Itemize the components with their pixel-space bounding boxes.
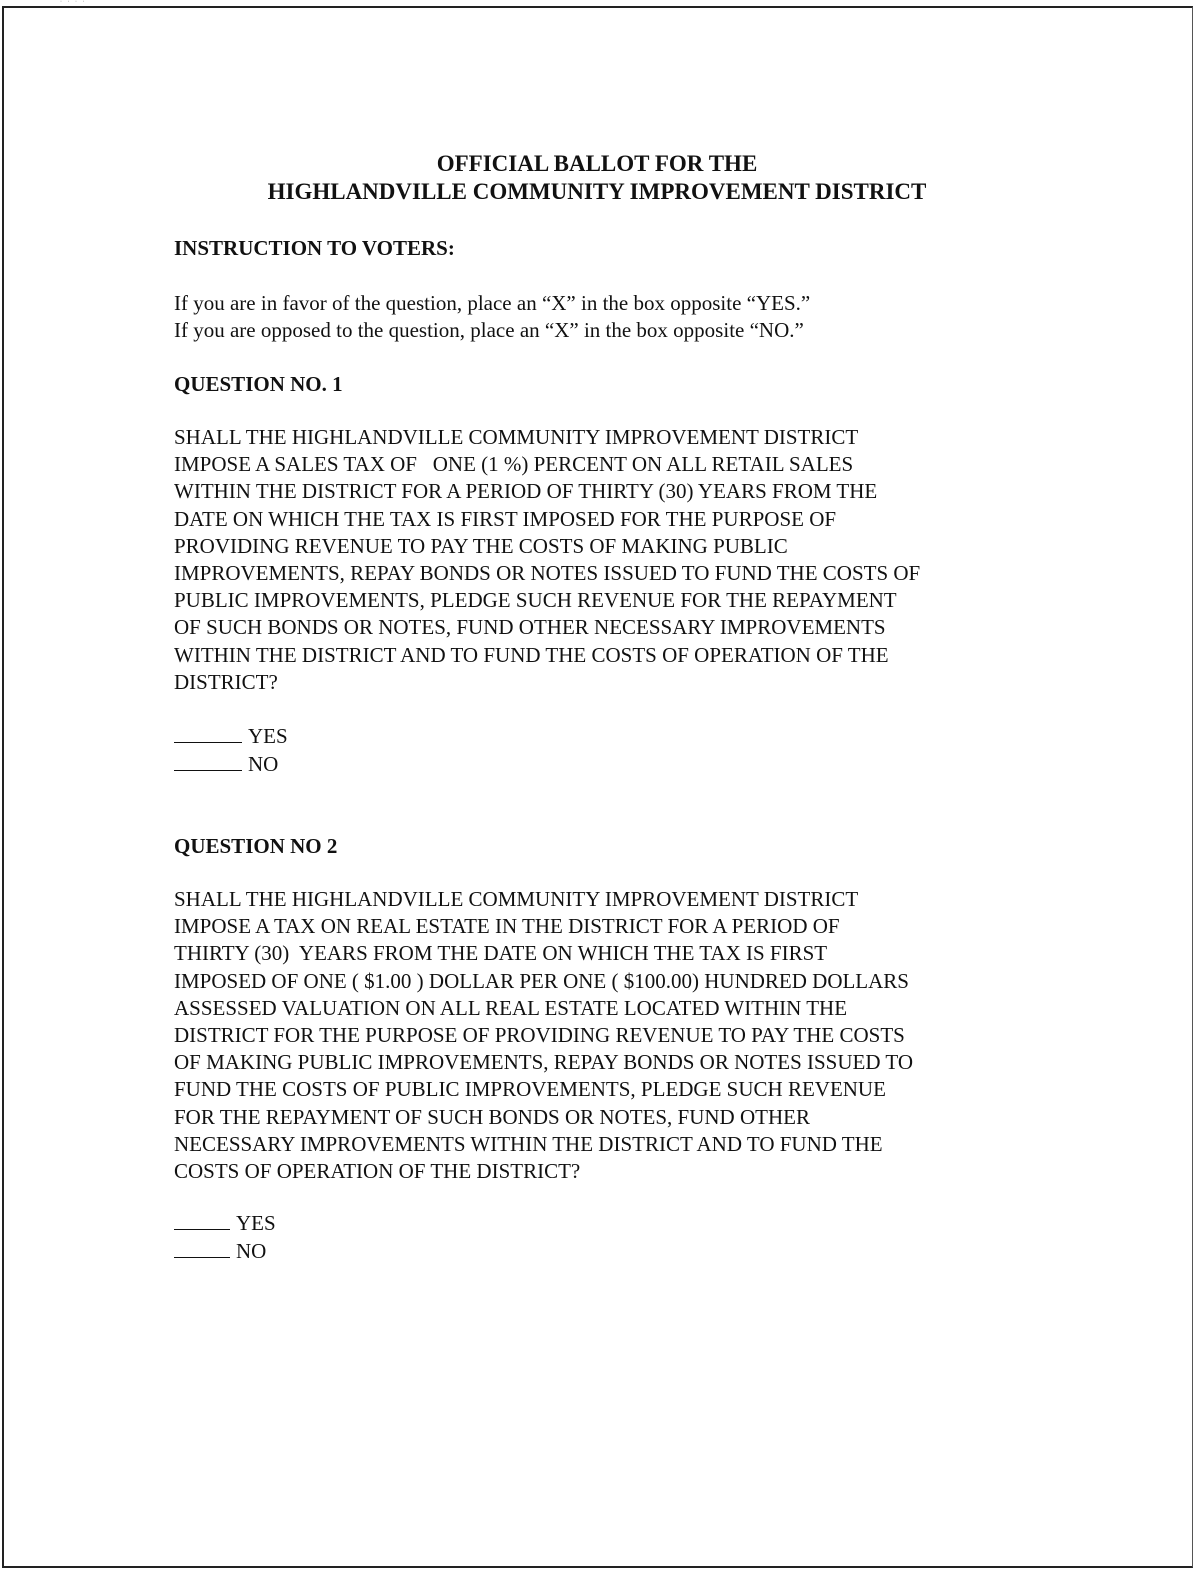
question-2-line: ASSESSED VALUATION ON ALL REAL ESTATE LOCATED WITHIN THE — [174, 995, 848, 1020]
instruction-line-yes: If you are in favor of the question, place an “X” in the box opposite “YES.” — [174, 291, 811, 315]
question-2-heading: QUESTION NO 2 — [174, 834, 338, 858]
question-2-no-blank[interactable] — [174, 1239, 230, 1258]
question-1-yes-blank[interactable] — [174, 724, 242, 743]
question-2-no-label: NO — [236, 1238, 267, 1263]
question-1-choices — [174, 723, 288, 778]
question-2-line: NECESSARY IMPROVEMENTS WITHIN THE DISTRICT AND TO FUND THE — [174, 1131, 883, 1156]
question-2-line: IMPOSE A TAX ON REAL ESTATE IN THE DISTRICT FOR A PERIOD OF — [174, 914, 840, 939]
question-1-line: IMPOSE A SALES TAX OF ONE (1 %) PERCENT ON ALL RETAIL SALES — [174, 452, 854, 477]
question-2-choices — [174, 1210, 276, 1265]
question-2-line: DISTRICT FOR THE PURPOSE OF PROVIDING REVENUE TO PAY THE COSTS — [174, 1023, 905, 1048]
question-1-line: PUBLIC IMPROVEMENTS, PLEDGE SUCH REVENUE FOR THE REPAYMENT — [174, 588, 897, 613]
question-1-no-label: NO — [248, 751, 279, 776]
ballot-title-line-1: OFFICIAL BALLOT FOR THE — [436, 151, 758, 176]
ballot-title — [0, 150, 1194, 206]
question-2-yes-option — [174, 1210, 276, 1238]
question-1-yes-option — [174, 723, 288, 751]
question-2-line: FUND THE COSTS OF PUBLIC IMPROVEMENTS, PLEDGE SUCH REVENUE — [174, 1077, 886, 1102]
question-2-line: IMPOSED OF ONE ( $1.00 ) DOLLAR PER ONE ( $100.00) HUNDRED DOLLARS — [174, 968, 909, 993]
question-2-line: COSTS OF OPERATION OF THE DISTRICT? — [174, 1159, 581, 1184]
question-1-text — [174, 424, 920, 696]
question-2-line: OF MAKING PUBLIC IMPROVEMENTS, REPAY BONDS OR NOTES ISSUED TO — [174, 1050, 914, 1075]
question-1-line: PROVIDING REVENUE TO PAY THE COSTS OF MAKING PUBLIC — [174, 533, 788, 558]
question-2-line: SHALL THE HIGHLANDVILLE COMMUNITY IMPROVEMENT DISTRICT — [174, 887, 859, 911]
question-1-line: WITHIN THE DISTRICT AND TO FUND THE COSTS OF OPERATION OF THE — [174, 642, 889, 667]
question-1-no-blank[interactable] — [174, 752, 242, 771]
scan-artifact: · · · · — [60, 0, 87, 4]
question-2-line: THIRTY (30) YEARS FROM THE DATE ON WHICH THE TAX IS FIRST — [174, 941, 828, 966]
question-2-yes-label: YES — [236, 1211, 276, 1235]
question-2-text — [174, 886, 913, 1185]
question-1-heading: QUESTION NO. 1 — [174, 372, 343, 396]
instructions-heading: INSTRUCTION TO VOTERS: — [174, 236, 455, 260]
question-1-no-option — [174, 751, 288, 779]
question-1-line: OF SUCH BONDS OR NOTES, FUND OTHER NECESSARY IMPROVEMENTS — [174, 615, 886, 640]
question-2-yes-blank[interactable] — [174, 1211, 230, 1230]
question-1-line: DISTRICT? — [174, 669, 278, 694]
ballot-title-line-2: HIGHLANDVILLE COMMUNITY IMPROVEMENT DISTRICT — [267, 179, 927, 204]
question-1-line: WITHIN THE DISTRICT FOR A PERIOD OF THIRTY (30) YEARS FROM THE — [174, 479, 878, 504]
instruction-line-no: If you are opposed to the question, place an “X” in the box opposite “NO.” — [174, 318, 804, 342]
question-1-line: SHALL THE HIGHLANDVILLE COMMUNITY IMPROVEMENT DISTRICT — [174, 425, 859, 449]
question-2-line: FOR THE REPAYMENT OF SUCH BONDS OR NOTES, FUND OTHER — [174, 1104, 810, 1129]
question-2-no-option — [174, 1238, 276, 1266]
question-1-line: IMPROVEMENTS, REPAY BONDS OR NOTES ISSUED TO FUND THE COSTS OF — [174, 561, 921, 586]
instructions-text — [174, 290, 810, 344]
question-1-yes-label: YES — [248, 724, 288, 748]
question-1-line: DATE ON WHICH THE TAX IS FIRST IMPOSED FOR THE PURPOSE OF — [174, 506, 837, 531]
